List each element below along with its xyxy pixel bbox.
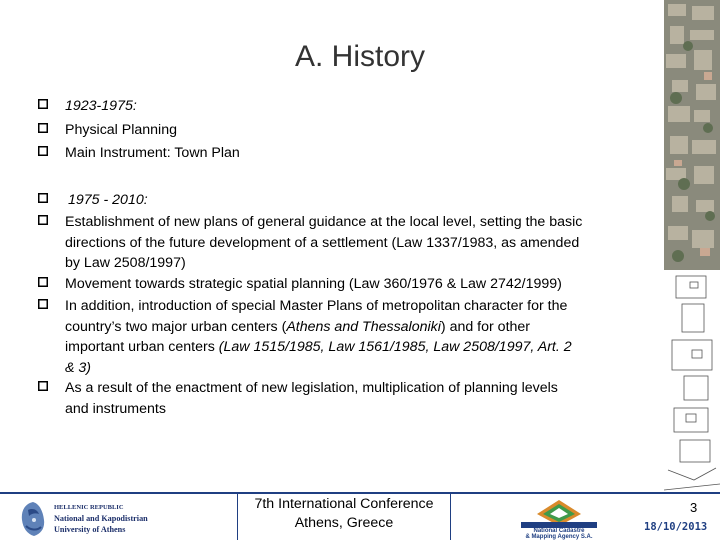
- text-segment: country’s two major urban centers (: [65, 318, 287, 335]
- hollow-square-bullet-icon: [38, 381, 48, 391]
- conference-box: [237, 492, 451, 540]
- bullet-text: In addition, introduction of special Master Plans of metropolitan character for the: [65, 298, 568, 314]
- cadastre-logo: [513, 496, 605, 540]
- hollow-square-bullet-icon: [38, 99, 48, 109]
- hollow-square-bullet-icon: [38, 215, 48, 225]
- hollow-square-bullet-icon: [38, 146, 48, 156]
- bullet-item: [38, 378, 658, 419]
- bullet-text-line: [65, 337, 658, 358]
- bullet-text: 1975 - 2010:: [68, 192, 148, 208]
- bullet-item: [38, 96, 658, 117]
- university-line: University of Athens: [54, 525, 126, 534]
- text-segment: important urban centers: [65, 339, 219, 355]
- bullet-item: [38, 143, 658, 164]
- text-segment: ) and for other: [440, 318, 531, 335]
- hollow-square-bullet-icon: [38, 193, 48, 203]
- bullet-text: Physical Planning: [65, 122, 177, 138]
- conference-location: Athens, Greece: [294, 515, 394, 531]
- conference-name: 7th International Conference: [254, 496, 434, 512]
- hollow-square-bullet-icon: [38, 277, 48, 287]
- hollow-square-bullet-icon: [38, 299, 48, 309]
- bullet-text: 1923-1975:: [65, 98, 137, 114]
- bullet-text-line: [65, 317, 658, 338]
- bullet-text: by Law 2508/1997): [65, 255, 186, 271]
- university-line: National and Kapodistrian: [54, 514, 148, 523]
- hollow-square-bullet-icon: [38, 123, 48, 133]
- cadastre-line: National Cadastre: [533, 528, 585, 534]
- university-line: HELLENIC REPUBLIC: [54, 504, 124, 511]
- bullet-item: [38, 120, 658, 141]
- bullet-text: Movement towards strategic spatial planning (Law 360/1976 & Law 2742/1999): [65, 276, 562, 292]
- athena-emblem-icon: [18, 500, 48, 538]
- bullet-text: Main Instrument: Town Plan: [65, 145, 240, 161]
- text-segment-italic: Athens and Thessaloniki: [286, 318, 441, 335]
- bullet-text: and instruments: [65, 400, 166, 417]
- bullet-item: [38, 274, 658, 295]
- bullet-item: [38, 190, 658, 211]
- bullet-item: [38, 212, 658, 274]
- bullet-text: As a result of the enactment of new legislation, multiplication of planning levels: [65, 380, 558, 396]
- slide-date: 18/10/2013: [644, 521, 708, 533]
- cadastre-emblem-icon: [513, 496, 605, 528]
- aerial-map-strip: [664, 0, 720, 500]
- bullet-text: directions of the future development of a settlement (Law 1337/1983, as amended: [65, 234, 580, 251]
- bullet-item: [38, 296, 658, 378]
- cadastre-line: & Mapping Agency S.A.: [525, 534, 593, 540]
- bullet-text: & 3): [65, 359, 92, 376]
- slide-title: A. History: [294, 40, 426, 73]
- bullet-text: Establishment of new plans of general guidance at the local level, setting the basic: [65, 214, 583, 230]
- page-number: 3: [690, 500, 698, 515]
- text-segment-italic: (Law 1515/1985, Law 1561/1985, Law 2508/1997, Art. 2: [218, 339, 572, 355]
- university-logo: [18, 500, 168, 538]
